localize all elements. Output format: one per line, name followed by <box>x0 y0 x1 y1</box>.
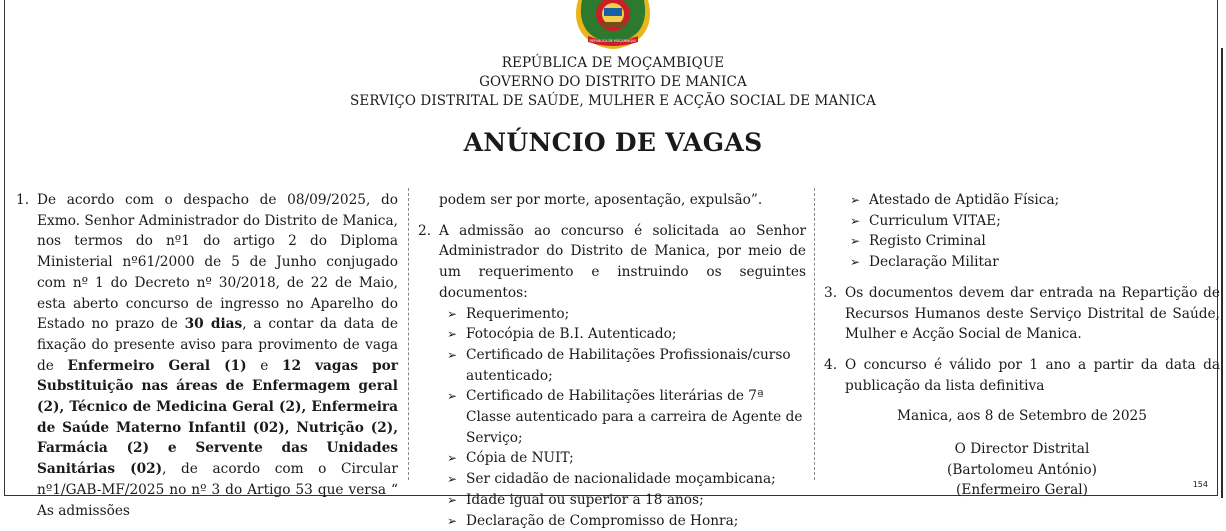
arrowhead-icon: ➢ <box>850 193 861 207</box>
document-item-label: Fotocópia de B.I. Autenticado; <box>466 326 677 343</box>
document-item <box>447 386 806 448</box>
document-item <box>850 211 1220 232</box>
item-number: 2. <box>418 222 432 239</box>
arrowhead-icon: ➢ <box>447 389 458 404</box>
document-item-label: Declaração Militar <box>869 254 999 271</box>
documents-list-continued <box>850 190 1220 273</box>
document-item-label: Declaração de Compromisso de Honra; <box>466 512 739 529</box>
item-1-continuation: podem ser por morte, aposentação, expulsão”. <box>439 192 763 208</box>
arrowhead-icon: ➢ <box>850 234 861 249</box>
signatory-title: (Enfermeiro Geral) <box>956 482 1088 499</box>
signatory-role: O Director Distrital <box>954 441 1090 458</box>
documents-list <box>447 304 806 531</box>
document-item <box>447 304 806 325</box>
column-divider <box>408 188 409 480</box>
page-number: 154 <box>1192 480 1208 489</box>
arrowhead-icon: ➢ <box>850 213 861 228</box>
header-republic: REPÚBLICA DE MOÇAMBIQUE <box>501 55 725 71</box>
text-span: , de acordo com o Circular nº1/GAB-MF/2025 no nº 3 do Artigo 53 que versa “ As admissões <box>37 461 398 519</box>
arrowhead-icon: ➢ <box>447 492 458 507</box>
column-1 <box>16 190 398 521</box>
text-span: e <box>246 357 282 374</box>
arrowhead-icon: ➢ <box>447 347 458 362</box>
header-service: SERVIÇO DISTRITAL DE SAÚDE, MULHER E ACÇÃO SOCIAL DE MANICA <box>350 93 876 109</box>
document-item-label: Certificado de Habilitações literárias de 7ª Classe autenticado para a carreira de Agente de Serviço; <box>466 388 803 446</box>
document-item <box>447 511 806 531</box>
column-2 <box>418 190 806 531</box>
column-3 <box>824 190 1220 501</box>
document-item-label: Idade igual ou superior a 18 anos; <box>466 491 704 508</box>
header-government: GOVERNO DO DISTRITO DE MANICA <box>479 74 747 90</box>
text-span: , a contar da data de fixação do presente aviso para provimento de vaga de <box>37 316 398 374</box>
item-3 <box>824 283 1220 345</box>
item-2-text: A admissão ao concurso é solicitada ao Senhor Administrador do Distrito de Manica, por meio de um requerimento e instruindo os seguintes documentos: <box>439 222 806 301</box>
item-4 <box>824 355 1220 396</box>
document-item <box>447 469 806 490</box>
bold-span: 12 vagas por Substituição nas áreas de Enfermagem geral (2), Técnico de Medicina Geral (2), Enfermeira de Saúde Materno Infantil (02), Nutrição (2), Farmácia (2) e Servente das Unidades Sanitárias (02) <box>37 357 398 478</box>
bold-span: 30 dias <box>184 316 243 333</box>
document-item-label: Registo Criminal <box>869 233 986 250</box>
item-1 <box>16 190 398 521</box>
document-item <box>850 231 1220 252</box>
document-item <box>447 490 806 511</box>
text-span: De acordo com o despacho de 08/09/2025, do Exmo. Senhor Administrador do Distrito de Manica, nos termos do nº1 do artigo 2 do Diploma Ministerial nº61/2000 de 5 de Junho conjugado com nº 1 do Decreto nº 30/2018, de 22 de Maio, esta aberto concurso de ingresso no Aparelho do Estado no prazo de <box>37 192 398 333</box>
arrowhead-icon: ➢ <box>447 327 458 342</box>
document-item-label: Atestado de Aptidão Física; <box>869 192 1060 208</box>
item-2 <box>418 221 806 304</box>
arrowhead-icon: ➢ <box>447 472 458 487</box>
bold-span: Enfermeiro Geral (1) <box>67 357 247 374</box>
item-number: 1. <box>16 192 30 208</box>
document-item <box>447 345 806 386</box>
arrowhead-icon: ➢ <box>850 255 861 270</box>
item-number: 3. <box>824 284 838 301</box>
document-item <box>447 324 806 345</box>
document-item <box>850 190 1220 211</box>
national-emblem-icon <box>568 0 658 50</box>
item-4-text: O concurso é válido por 1 ano a partir da data da publicação da lista definitiva <box>845 356 1220 394</box>
column-divider <box>814 188 815 480</box>
document-item-label: Curriculum VITAE; <box>869 212 1001 229</box>
item-3-text: Os documentos devem dar entrada na Repartição de Recursos Humanos deste Serviço Distrital de Saúde, Mulher e Acção Social de Manica. <box>845 284 1220 343</box>
document-item <box>447 448 806 469</box>
document-item-label: Ser cidadão de nacionalidade moçambicana; <box>466 471 776 488</box>
place-date: Manica, aos 8 de Setembro de 2025 <box>897 408 1147 425</box>
signatory-name: (Bartolomeu António) <box>947 461 1097 478</box>
page-title: ANÚNCIO DE VAGAS <box>463 128 763 157</box>
item-1-text <box>37 190 398 521</box>
arrowhead-icon: ➢ <box>447 513 458 528</box>
svg-text:REPÚBLICA DE MOÇAMBIQUE: REPÚBLICA DE MOÇAMBIQUE <box>589 39 637 43</box>
document-item <box>850 252 1220 273</box>
arrowhead-icon: ➢ <box>447 451 458 466</box>
arrowhead-icon: ➢ <box>447 306 458 321</box>
item-number: 4. <box>824 356 838 373</box>
document-item-label: Certificado de Habilitações Profissionais/curso autenticado; <box>466 346 791 384</box>
document-item-label: Cópia de NUIT; <box>466 450 574 467</box>
document-item-label: Requerimento; <box>466 305 570 322</box>
